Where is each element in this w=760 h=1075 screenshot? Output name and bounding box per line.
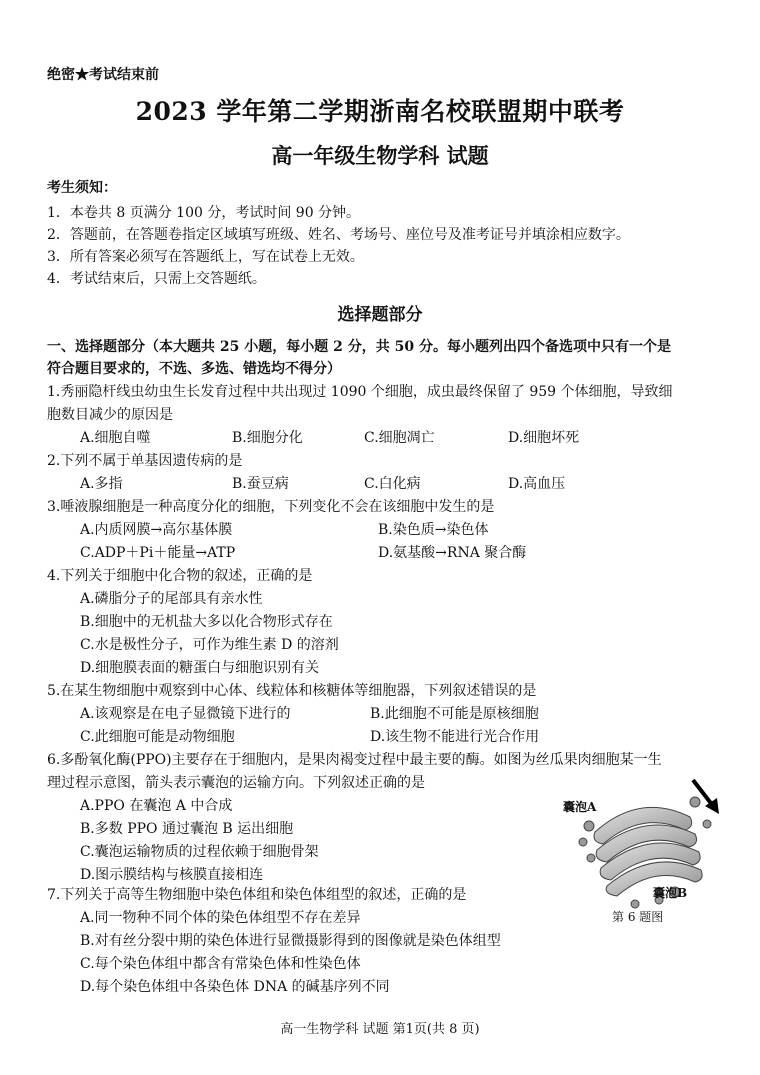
option-b: B.对有丝分裂中期的染色体进行显微摄影得到的图像就是染色体组型	[80, 933, 501, 949]
option-a: A.内质网膜→高尔基体膜	[80, 522, 233, 538]
notice-title: 考生须知：	[47, 180, 117, 196]
confidential-label: 绝密★考试结束前	[47, 67, 159, 83]
option-b: B.此细胞不可能是原核细胞	[370, 706, 539, 722]
option-b: B.多数 PPO 通过囊泡 B 运出细胞	[80, 821, 294, 837]
question-stem: 7.下列关于高等生物细胞中染色体组和染色体组型的叙述，正确的是	[47, 887, 467, 903]
option-b: B.蚕豆病	[232, 476, 289, 492]
option-c: C.每个染色体组中都含有常染色体和性染色体	[80, 956, 361, 972]
option-a: A.PPO 在囊泡 A 中合成	[80, 798, 233, 814]
option-d: D.每个染色体组中各染色体 DNA 的碱基序列不同	[80, 979, 390, 995]
option-d: D.细胞坏死	[508, 430, 580, 446]
option-b: B.染色质→染色体	[378, 522, 489, 538]
question-stem: 4.下列关于细胞中化合物的叙述，正确的是	[47, 568, 313, 584]
question-stem: 胞数目减少的原因是	[47, 407, 173, 423]
option-c: C.水是极性分子，可作为维生素 D 的溶剂	[80, 637, 339, 653]
page-footer: 高一生物学科 试题 第1页(共 8 页)	[280, 1022, 480, 1037]
option-d: D.该生物不能进行光合作用	[370, 729, 540, 745]
option-c: C.白化病	[364, 476, 421, 492]
notice-item: 1．本卷共 8 页满分 100 分，考试时间 90 分钟。	[47, 205, 361, 221]
vesicle-b-label: 囊泡B	[653, 886, 688, 900]
exam-subtitle: 高一年级生物学科 试题	[271, 143, 489, 168]
question-stem: 3.唾液腺细胞是一种高度分化的细胞，下列变化不会在该细胞中发生的是	[47, 499, 495, 515]
notice-item: 3．所有答案必须写在答题纸上，写在试卷上无效。	[47, 249, 364, 265]
golgi-illustration	[555, 772, 725, 922]
question-stem: 5.在某生物细胞中观察到中心体、线粒体和核糖体等细胞器，下列叙述错误的是	[47, 683, 537, 699]
option-d: D.图示膜结构与核膜直接相连	[80, 867, 264, 883]
option-d: D.细胞膜表面的糖蛋白与细胞识别有关	[80, 660, 320, 676]
exam-title: 2023 学年第二学期浙南名校联盟期中联考	[135, 97, 625, 126]
option-c: C.ADP＋Pi＋能量→ATP	[80, 545, 236, 561]
option-c: C.囊泡运输物质的过程依赖于细胞骨架	[80, 844, 319, 860]
question-stem: 6.多酚氧化酶(PPO)主要存在于细胞内，是果肉褐变过程中最主要的酶。如图为丝瓜果肉细胞某一生	[47, 752, 662, 768]
option-a: A.多指	[80, 476, 123, 492]
vesicle-a-label: 囊泡A	[563, 800, 597, 814]
option-a: A.该观察是在电子显微镜下进行的	[80, 706, 291, 722]
question-stem: 2.下列不属于单基因遗传病的是	[47, 453, 243, 469]
option-d: D.高血压	[508, 476, 566, 492]
notice-item: 4．考试结束后，只需上交答题纸。	[47, 271, 266, 287]
notice-item: 2．答题前，在答题卷指定区域填写班级、姓名、考场号、座位号及准考证号并填涂相应数字。	[47, 227, 630, 243]
option-b: B.细胞中的无机盐大多以化合物形式存在	[80, 614, 333, 630]
section-title: 选择题部分	[337, 305, 423, 325]
option-a: A.细胞自噬	[80, 430, 151, 446]
question-stem: 1.秀丽隐杆线虫幼虫生长发育过程中共出现过 1090 个细胞，成虫最终保留了 959 个体细胞，导致细	[47, 384, 673, 400]
option-c: C.此细胞可能是动物细胞	[80, 729, 235, 745]
option-c: C.细胞凋亡	[364, 430, 435, 446]
option-a: A.同一物种不同个体的染色体组型不存在差异	[80, 910, 361, 926]
part-intro-line: 符合题目要求的，不选、多选、错选均不得分）	[47, 361, 341, 377]
figure-caption: 第 6 题图	[612, 910, 664, 924]
option-a: A.磷脂分子的尾部具有亲水性	[80, 591, 263, 607]
option-d: D.氨基酸→RNA 聚合酶	[378, 545, 527, 561]
part-intro-line: 一、选择题部分（本大题共 25 小题，每小题 2 分，共 50 分。每小题列出四个备选项中只有一个是	[47, 339, 671, 355]
question-stem: 理过程示意图，箭头表示囊泡的运输方向。下列叙述正确的是	[47, 775, 425, 791]
golgi-figure	[555, 772, 725, 922]
option-b: B.细胞分化	[232, 430, 303, 446]
